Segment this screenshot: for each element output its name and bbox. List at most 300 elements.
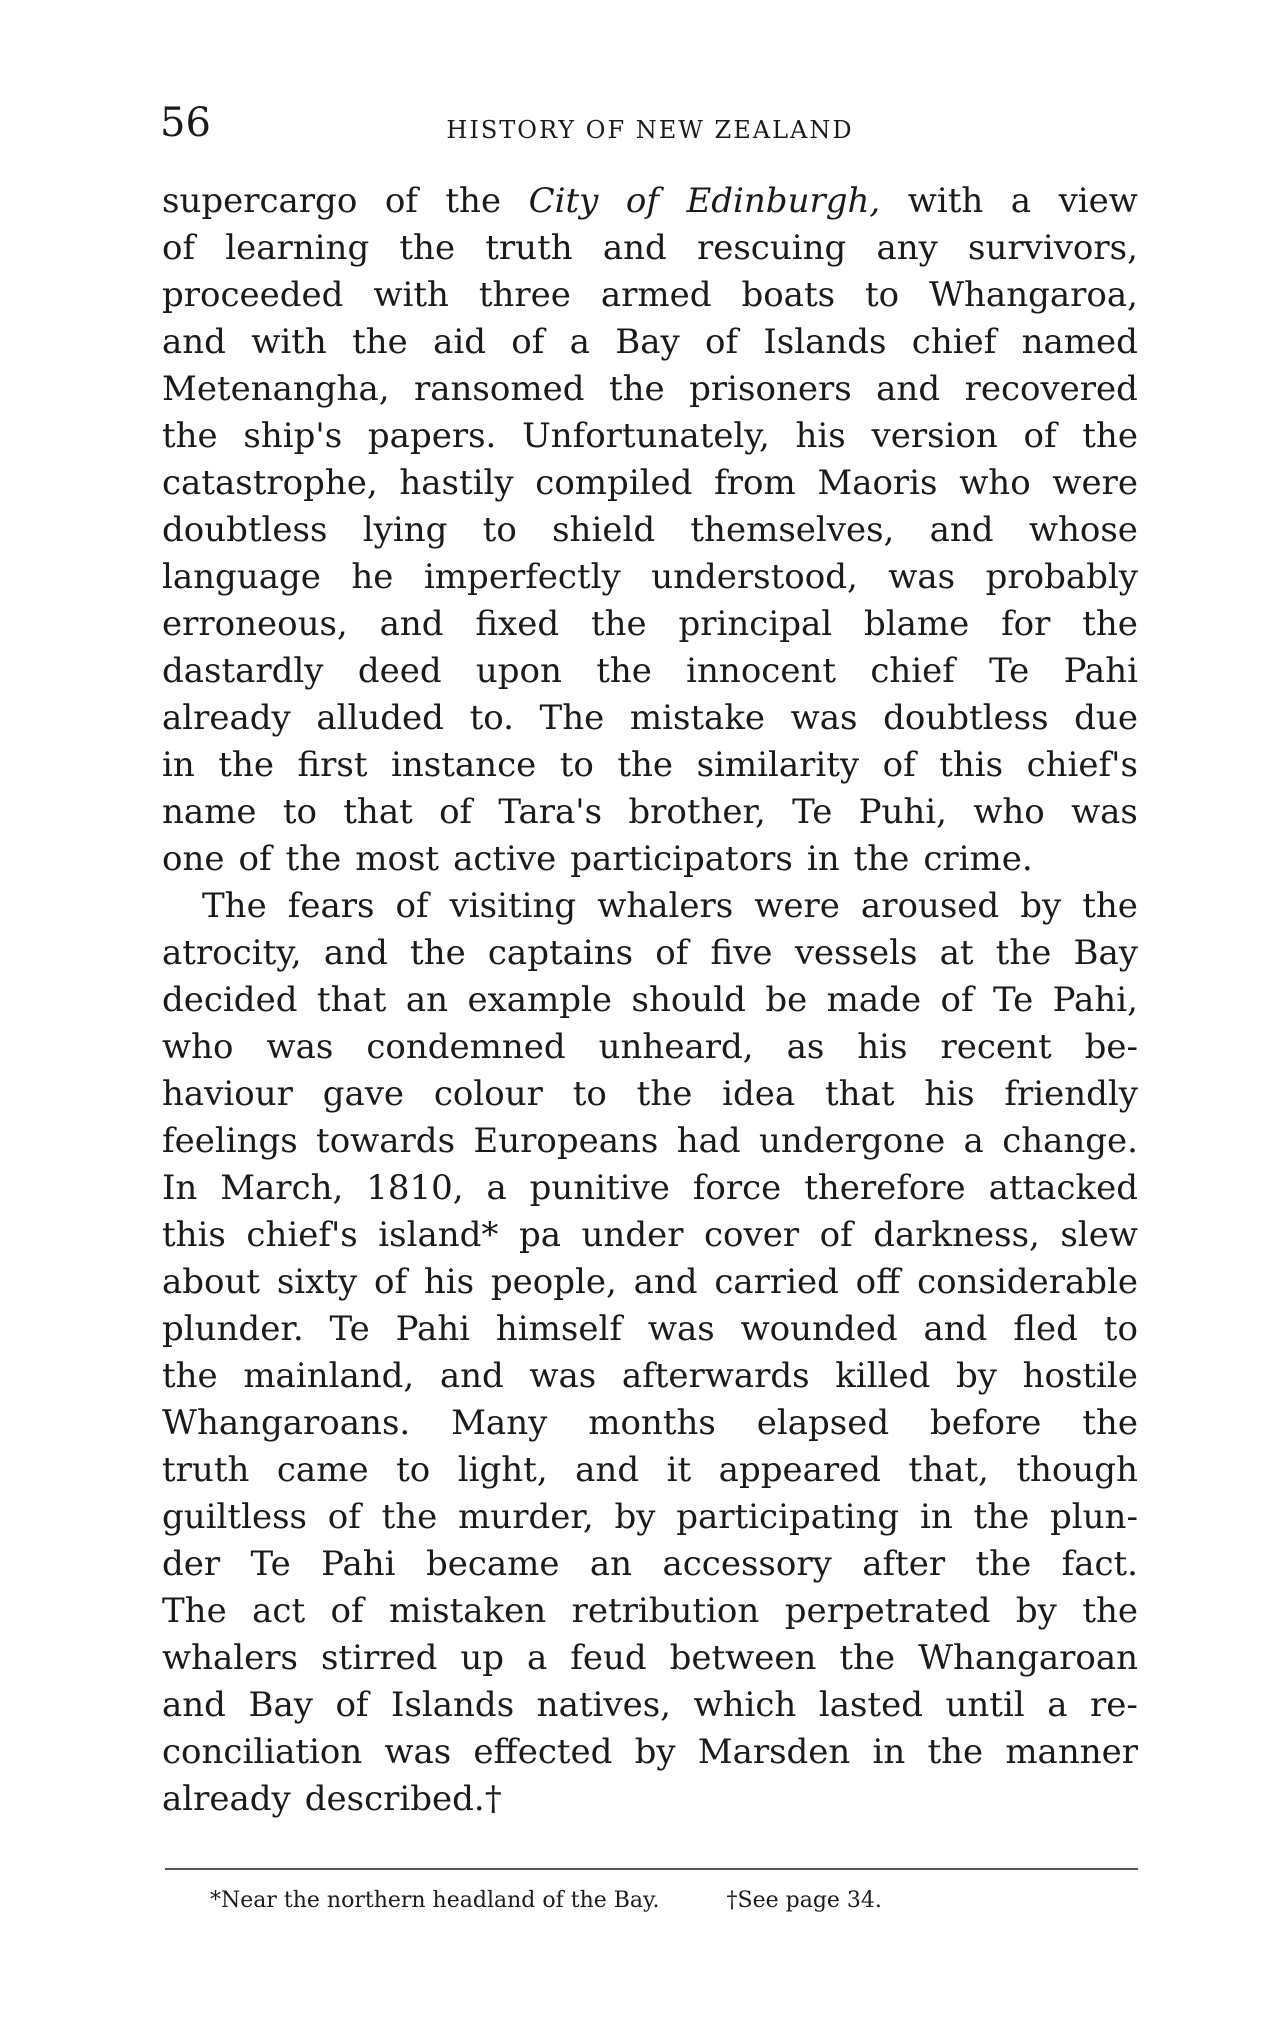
word: friendly — [1004, 1074, 1138, 1114]
word: which — [693, 1685, 797, 1725]
word: his — [924, 1074, 975, 1114]
word: instance — [391, 745, 537, 785]
word: and — [379, 604, 444, 644]
word: came — [276, 1450, 369, 1490]
word: of — [819, 1215, 853, 1255]
word: mistake — [629, 698, 766, 738]
word: Puhi, — [858, 792, 947, 832]
word: of — [327, 1497, 361, 1537]
word: Te — [250, 1544, 291, 1584]
word: were — [1052, 463, 1138, 503]
word: and — [323, 933, 388, 973]
word: sixty — [276, 1262, 358, 1302]
word: a — [526, 1638, 548, 1678]
word: guiltless — [162, 1497, 307, 1537]
footnote-1: *Near the northern headland of the Bay. — [210, 1888, 660, 1913]
text-line — [162, 1306, 1138, 1353]
word: innocent — [686, 651, 837, 691]
word: after — [862, 1544, 946, 1584]
word: considerable — [917, 1262, 1138, 1302]
word: of — [882, 745, 916, 785]
word: darkness, — [873, 1215, 1040, 1255]
word: Metenangha, — [162, 369, 390, 409]
word: Te — [792, 792, 833, 832]
word: March, — [220, 1168, 344, 1208]
word: his — [423, 1262, 475, 1302]
word: became — [425, 1544, 560, 1584]
word: armed — [600, 275, 712, 315]
word: of — [238, 839, 272, 879]
word: the — [399, 228, 456, 268]
word: of — [940, 980, 974, 1020]
word: unheard, — [598, 1027, 754, 1067]
word: months — [588, 1403, 716, 1443]
word: papers. — [367, 416, 497, 456]
word: before — [930, 1403, 1042, 1443]
word: with — [251, 322, 327, 362]
word: whalers — [162, 1638, 298, 1678]
word: ransomed — [414, 369, 585, 409]
page-number: 56 — [160, 100, 211, 146]
text-line — [162, 695, 1138, 742]
word: island* — [378, 1215, 499, 1255]
word: Edinburgh, — [686, 181, 881, 221]
word: in — [806, 839, 840, 879]
word: wounded — [740, 1309, 898, 1349]
word: slew — [1060, 1215, 1138, 1255]
word: colour — [433, 1074, 543, 1114]
word: who — [973, 792, 1045, 832]
word: manner — [1005, 1732, 1138, 1772]
word: Te — [329, 1309, 370, 1349]
text-line — [162, 1400, 1138, 1447]
word: change. — [1002, 1121, 1138, 1161]
word: stirred — [320, 1638, 438, 1678]
text-line — [162, 1165, 1138, 1212]
word: carried — [714, 1262, 839, 1302]
text-line — [162, 1494, 1138, 1541]
word: was — [384, 1732, 452, 1772]
word: of — [162, 228, 196, 268]
text-line — [162, 1118, 1138, 1165]
word: any — [876, 228, 938, 268]
word: effected — [473, 1732, 613, 1772]
word: a — [1010, 181, 1032, 221]
word: the — [218, 745, 274, 785]
word: due — [1074, 698, 1138, 738]
word: one — [162, 839, 225, 879]
word: that, — [908, 1450, 989, 1490]
word: be — [765, 980, 808, 1020]
word: was — [647, 1309, 715, 1349]
word: that — [316, 980, 387, 1020]
word: was — [888, 557, 956, 597]
word: The — [162, 1591, 227, 1631]
text-line — [162, 1024, 1138, 1071]
word: himself — [495, 1309, 622, 1349]
text-line — [162, 1588, 1138, 1635]
word: was — [790, 698, 858, 738]
word: captains — [487, 933, 634, 973]
word: chief — [911, 322, 997, 362]
word: the — [1082, 1403, 1138, 1443]
word: learning — [225, 228, 370, 268]
word: City — [528, 181, 599, 221]
word: to — [865, 275, 900, 315]
word: the — [590, 604, 647, 644]
word: this — [939, 745, 1004, 785]
word: with — [907, 181, 984, 221]
word: re- — [1090, 1685, 1138, 1725]
word: and — [923, 1309, 988, 1349]
word: conciliation — [162, 1732, 363, 1772]
word: the — [445, 181, 502, 221]
word: by — [614, 1497, 656, 1537]
word: lying — [362, 510, 448, 550]
word: der — [162, 1544, 221, 1584]
word: active — [453, 839, 557, 879]
word: who — [162, 1027, 234, 1067]
word: he — [351, 557, 394, 597]
word: that — [343, 792, 413, 832]
word: an — [589, 1544, 633, 1584]
word: name — [162, 792, 257, 832]
word: as — [786, 1027, 825, 1067]
word: the — [162, 416, 218, 456]
text-line — [162, 930, 1138, 977]
word: of — [704, 322, 739, 362]
word: upon — [475, 651, 562, 691]
word: The — [202, 886, 267, 926]
word: of — [335, 1685, 369, 1725]
word: Bay — [248, 1685, 313, 1725]
word: the — [995, 933, 1052, 973]
word: the — [636, 1074, 693, 1114]
text-line — [162, 225, 1138, 272]
word: condemned — [366, 1027, 566, 1067]
word: were — [754, 886, 840, 926]
word: brother, — [628, 792, 766, 832]
word: this — [162, 1215, 226, 1255]
word: perpetrated — [784, 1591, 991, 1631]
word: it — [666, 1450, 692, 1490]
word: chief's — [1026, 745, 1138, 785]
word: the — [381, 1497, 438, 1537]
word: haviour — [162, 1074, 293, 1114]
word: and — [162, 1685, 226, 1725]
word: about — [162, 1262, 261, 1302]
word: fled — [1013, 1309, 1078, 1349]
word: between — [669, 1638, 817, 1678]
word: the — [410, 933, 466, 973]
word: participating — [676, 1497, 900, 1537]
word: feelings — [162, 1121, 298, 1161]
word: Marsden — [697, 1732, 851, 1772]
word: by — [955, 1356, 997, 1396]
text-line — [162, 836, 1138, 883]
word: catastrophe, — [162, 463, 378, 503]
word: towards — [316, 1121, 456, 1161]
word: of — [395, 886, 429, 926]
word: of — [374, 1262, 408, 1302]
word: the — [617, 745, 674, 785]
word: by — [1015, 1591, 1057, 1631]
word: the — [973, 1497, 1030, 1537]
text-line — [162, 413, 1138, 460]
word: Islands — [763, 322, 887, 362]
word: the — [1082, 1591, 1138, 1631]
word: the — [927, 1732, 984, 1772]
text-line — [162, 554, 1138, 601]
word: his — [857, 1027, 908, 1067]
word: for — [1001, 604, 1051, 644]
word: Pahi — [1063, 651, 1138, 691]
word: to — [396, 1450, 431, 1490]
word: understood, — [651, 557, 858, 597]
word: the — [839, 1638, 896, 1678]
word: in — [872, 1732, 906, 1772]
text-line — [162, 1071, 1138, 1118]
word: idea — [722, 1074, 796, 1114]
word: hostile — [1022, 1356, 1138, 1396]
word: imperfectly — [423, 557, 621, 597]
word: the — [1082, 886, 1138, 926]
word: proceeded — [162, 275, 344, 315]
text-line — [162, 883, 1138, 930]
word: of — [655, 933, 689, 973]
word: from — [714, 463, 796, 503]
word: named — [1021, 322, 1138, 362]
word: Pahi, — [1052, 980, 1138, 1020]
word: Unfortunately, — [522, 416, 770, 456]
word: off — [855, 1262, 901, 1302]
word: the — [596, 651, 652, 691]
word: prisoners — [689, 369, 852, 409]
word: chief — [870, 651, 955, 691]
word: shield — [552, 510, 656, 550]
word: in — [162, 745, 195, 785]
word: the — [608, 369, 665, 409]
word: probably — [985, 557, 1138, 597]
text-line — [162, 1635, 1138, 1682]
word: principal — [678, 604, 833, 644]
word: cover — [704, 1215, 800, 1255]
word: and — [929, 510, 994, 550]
word: the — [1082, 416, 1138, 456]
word: boats — [741, 275, 836, 315]
text-line — [162, 1259, 1138, 1306]
word: a — [569, 322, 590, 362]
word: a — [1047, 1685, 1068, 1725]
word: Many — [451, 1403, 548, 1443]
word: aroused — [860, 886, 1000, 926]
text-line — [162, 507, 1138, 554]
text-line — [162, 272, 1138, 319]
word: vessels — [794, 933, 918, 973]
word: Tara's — [498, 792, 603, 832]
text-line — [162, 601, 1138, 648]
word: pa — [518, 1215, 561, 1255]
word: plunder. — [162, 1309, 304, 1349]
word: force — [692, 1168, 782, 1208]
word: In — [162, 1168, 198, 1208]
word: and — [633, 1262, 698, 1302]
word: of — [384, 181, 418, 221]
word: should — [631, 980, 746, 1020]
word: was — [266, 1027, 334, 1067]
word: by — [1020, 886, 1062, 926]
word: had — [676, 1121, 741, 1161]
word: whalers — [597, 886, 734, 926]
footnotes — [210, 1888, 1110, 1913]
word: Whangaroan — [918, 1638, 1138, 1678]
word: the — [1082, 604, 1138, 644]
word: most — [355, 839, 440, 879]
word: visiting — [449, 886, 577, 926]
word: Pahi — [321, 1544, 396, 1584]
word: and — [602, 228, 667, 268]
word: who — [959, 463, 1031, 503]
word: feud — [570, 1638, 647, 1678]
text-line — [162, 1212, 1138, 1259]
word: fears — [287, 886, 375, 926]
word: a — [963, 1121, 984, 1161]
text-line — [162, 977, 1138, 1024]
word: 1810, — [366, 1168, 464, 1208]
word: similarity — [696, 745, 860, 785]
word: themselves, — [690, 510, 895, 550]
word: and — [162, 322, 226, 362]
word: compiled — [535, 463, 693, 503]
word: natives, — [536, 1685, 671, 1725]
text-line — [162, 648, 1138, 695]
text-line — [162, 178, 1138, 225]
word: mainland, — [243, 1356, 415, 1396]
word: act — [252, 1591, 306, 1631]
word: truth — [485, 228, 573, 268]
text-line — [162, 1541, 1138, 1588]
word: and — [876, 369, 941, 409]
word: ship's — [243, 416, 343, 456]
word: first — [297, 745, 368, 785]
word: and — [439, 1356, 504, 1396]
body-text — [162, 178, 1138, 1823]
word: therefore — [804, 1168, 966, 1208]
text-line — [162, 1776, 1138, 1823]
word: The — [539, 698, 605, 738]
word: to — [559, 745, 594, 785]
word: hastily — [399, 463, 514, 503]
word: Bay — [1073, 933, 1138, 973]
word: with — [373, 275, 449, 315]
running-head: HISTORY OF NEW ZEALAND — [446, 116, 854, 144]
word: rescuing — [696, 228, 847, 268]
word: already — [162, 1779, 291, 1819]
word: survivors, — [968, 228, 1138, 268]
word: lasted — [818, 1685, 923, 1725]
word: example — [467, 980, 613, 1020]
word: afterwards — [621, 1356, 810, 1396]
word: Whangaroans. — [162, 1403, 411, 1443]
text-line — [162, 1447, 1138, 1494]
word: alluded — [316, 698, 444, 738]
word: an — [405, 980, 449, 1020]
word: to — [572, 1074, 607, 1114]
word: to — [1103, 1309, 1138, 1349]
word: five — [710, 933, 773, 973]
word: under — [581, 1215, 684, 1255]
word: the — [285, 839, 342, 879]
word: accessory — [662, 1544, 832, 1584]
text-line — [162, 319, 1138, 366]
word: truth — [162, 1450, 250, 1490]
word: made — [826, 980, 922, 1020]
word: participators — [570, 839, 793, 879]
word: doubtless — [883, 698, 1049, 738]
word: erroneous, — [162, 604, 348, 644]
word: to — [482, 510, 517, 550]
word: view — [1058, 181, 1138, 221]
word: Islands — [391, 1685, 515, 1725]
word: to — [282, 792, 317, 832]
word: the — [162, 1356, 218, 1396]
word: doubtless — [162, 510, 328, 550]
word: atrocity, — [162, 933, 302, 973]
word: Whangaroa, — [929, 275, 1138, 315]
footnote-2: †See page 34. — [726, 1888, 882, 1913]
word: decided — [162, 980, 298, 1020]
word: blame — [863, 604, 970, 644]
word: until — [945, 1685, 1025, 1725]
word: his — [795, 416, 846, 456]
word: language — [162, 557, 321, 597]
word: Te — [989, 651, 1030, 691]
word: light, — [457, 1450, 548, 1490]
word: dastardly — [162, 651, 324, 691]
word: Te — [993, 980, 1034, 1020]
word: Pahi — [395, 1309, 471, 1349]
text-line — [162, 1353, 1138, 1400]
word: mistaken — [389, 1591, 547, 1631]
word: was — [529, 1356, 597, 1396]
word: fact. — [1061, 1544, 1138, 1584]
word: described.† — [304, 1779, 502, 1819]
word: version — [871, 416, 998, 456]
word: Europeans — [473, 1121, 659, 1161]
word: of — [439, 792, 473, 832]
word: the — [853, 839, 910, 879]
word: punitive — [529, 1168, 670, 1208]
word: appeared — [718, 1450, 882, 1490]
word: was — [1071, 792, 1138, 832]
word: murder, — [458, 1497, 594, 1537]
text-line — [162, 1729, 1138, 1776]
footnote-divider — [165, 1868, 1138, 1870]
word: three — [478, 275, 571, 315]
word: of — [511, 322, 545, 362]
word: be- — [1084, 1027, 1138, 1067]
word: the — [975, 1544, 1032, 1584]
word: recovered — [964, 369, 1138, 409]
word: supercargo — [162, 181, 358, 221]
word: fixed — [475, 604, 560, 644]
text-line — [162, 366, 1138, 413]
word: gave — [322, 1074, 405, 1114]
word: to. — [469, 698, 514, 738]
text-line — [162, 789, 1138, 836]
word: aid — [433, 322, 486, 362]
word: and — [575, 1450, 640, 1490]
